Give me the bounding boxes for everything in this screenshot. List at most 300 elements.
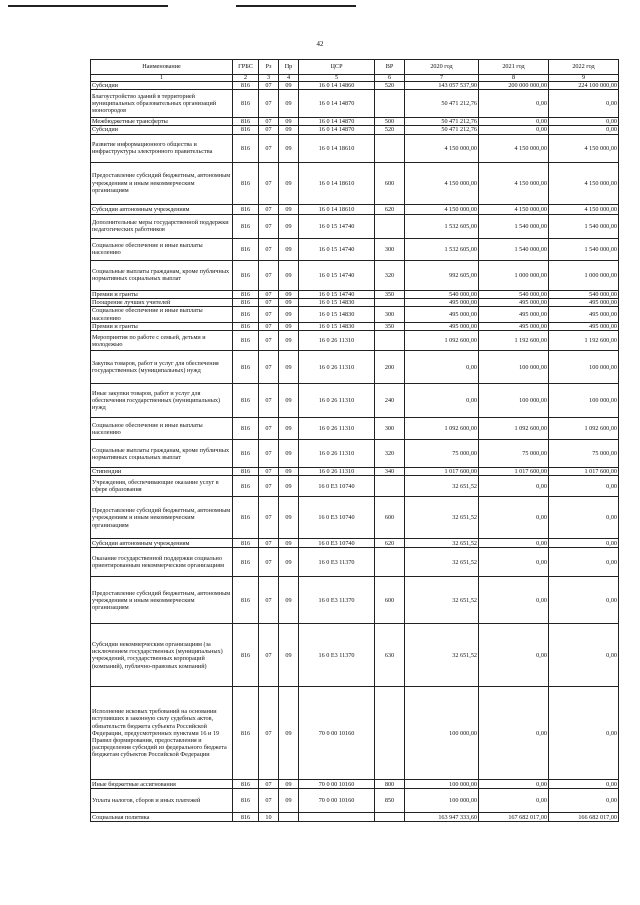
cell-vr: 600: [375, 577, 405, 624]
cell-csr: 16 0 26 11310: [299, 440, 375, 468]
cell-grbs: 816: [233, 813, 259, 822]
cell-y2021: 495 000,00: [479, 298, 549, 306]
cell-vr: 300: [375, 307, 405, 323]
cell-csr: 16 0 E3 10740: [299, 497, 375, 539]
cell-y2022: 0,00: [549, 118, 619, 126]
cell-y2022: 0,00: [549, 780, 619, 789]
table-row: [91, 214, 619, 238]
cell-y2021: 1 017 600,00: [479, 468, 549, 476]
scan-line: [236, 5, 356, 7]
cell-csr: 16 0 E3 10740: [299, 476, 375, 497]
cell-y2020: 1 092 600,00: [405, 418, 479, 440]
cell-vr: [375, 476, 405, 497]
cell-pr: 09: [279, 298, 299, 306]
cell-y2021: 495 000,00: [479, 307, 549, 323]
cell-rz: 07: [259, 118, 279, 126]
cell-name: Оказание государственной поддержки социально ориентированным некоммерческим организациям: [91, 548, 233, 577]
column-number: 1: [91, 75, 233, 82]
cell-csr: 16 0 14 14870: [299, 118, 375, 126]
cell-name: Социальное обеспечение и иные выплаты населению: [91, 418, 233, 440]
cell-vr: [375, 90, 405, 118]
cell-grbs: 816: [233, 687, 259, 780]
cell-rz: 07: [259, 440, 279, 468]
cell-csr: 16 0 E3 10740: [299, 539, 375, 548]
cell-y2020: 32 651,52: [405, 548, 479, 577]
cell-grbs: 816: [233, 539, 259, 548]
cell-pr: 09: [279, 548, 299, 577]
table-row: [91, 126, 619, 134]
cell-vr: 200: [375, 351, 405, 384]
cell-grbs: 816: [233, 290, 259, 298]
cell-y2021: 200 000 000,00: [479, 82, 549, 90]
cell-vr: [375, 687, 405, 780]
cell-rz: 07: [259, 290, 279, 298]
table-row: [91, 789, 619, 813]
header-row: [91, 60, 619, 75]
cell-vr: [375, 214, 405, 238]
table-row: [91, 323, 619, 331]
cell-pr: 09: [279, 331, 299, 351]
cell-y2021: 0,00: [479, 539, 549, 548]
cell-y2021: 0,00: [479, 789, 549, 813]
cell-y2020: 32 651,52: [405, 476, 479, 497]
cell-name: Дополнительные меры государственной поддержки педагогических работников: [91, 214, 233, 238]
col-header-2022: 2022 год: [549, 60, 619, 75]
cell-grbs: 816: [233, 90, 259, 118]
cell-vr: 600: [375, 162, 405, 204]
cell-name: Стипендии: [91, 468, 233, 476]
cell-y2022: 0,00: [549, 577, 619, 624]
cell-csr: 16 0 15 14740: [299, 214, 375, 238]
cell-rz: 07: [259, 126, 279, 134]
column-number-row: [91, 75, 619, 82]
cell-pr: 09: [279, 162, 299, 204]
cell-y2020: 4 150 000,00: [405, 162, 479, 204]
cell-pr: 09: [279, 780, 299, 789]
cell-y2020: 0,00: [405, 384, 479, 418]
column-number: 6: [375, 75, 405, 82]
cell-rz: 07: [259, 548, 279, 577]
cell-vr: 600: [375, 497, 405, 539]
cell-rz: 07: [259, 260, 279, 290]
cell-csr: 70 0 00 10160: [299, 780, 375, 789]
column-number: 5: [299, 75, 375, 82]
cell-y2021: 0,00: [479, 624, 549, 687]
table-row: [91, 351, 619, 384]
cell-csr: 16 0 14 14870: [299, 90, 375, 118]
cell-y2021: 0,00: [479, 687, 549, 780]
cell-name: Субсидии: [91, 126, 233, 134]
cell-y2022: 1 092 600,00: [549, 418, 619, 440]
cell-y2020: 1 532 605,00: [405, 238, 479, 260]
cell-name: Уплата налогов, сборов и иных платежей: [91, 789, 233, 813]
cell-grbs: 816: [233, 789, 259, 813]
column-number: 9: [549, 75, 619, 82]
table-row: [91, 780, 619, 789]
cell-pr: 09: [279, 204, 299, 214]
cell-rz: 07: [259, 323, 279, 331]
cell-pr: 09: [279, 90, 299, 118]
cell-csr: 70 0 00 10160: [299, 789, 375, 813]
cell-y2020: 75 000,00: [405, 440, 479, 468]
column-number: 2: [233, 75, 259, 82]
cell-y2022: 0,00: [549, 539, 619, 548]
cell-y2022: 1 540 000,00: [549, 214, 619, 238]
table-row: [91, 118, 619, 126]
cell-rz: 07: [259, 214, 279, 238]
table-row: [91, 384, 619, 418]
cell-name: Исполнение исковых требований на основании вступивших в законную силу судебных актов, обязательств бюджета субъекта Российской Федерации, предусмотренных пунктами 16 и 19 Правил формирования, предоставления и распределения субсидий из федерального бюджета бюджетам субъектов Российской Федерации: [91, 687, 233, 780]
table-row: [91, 90, 619, 118]
cell-y2020: 4 150 000,00: [405, 134, 479, 162]
cell-grbs: 816: [233, 384, 259, 418]
cell-y2021: 4 150 000,00: [479, 204, 549, 214]
cell-y2020: 143 057 537,90: [405, 82, 479, 90]
cell-y2021: 1 540 000,00: [479, 238, 549, 260]
cell-grbs: 816: [233, 351, 259, 384]
cell-grbs: 816: [233, 577, 259, 624]
cell-grbs: 816: [233, 624, 259, 687]
cell-vr: 320: [375, 260, 405, 290]
column-number: 7: [405, 75, 479, 82]
cell-y2022: 1 000 000,00: [549, 260, 619, 290]
cell-grbs: 816: [233, 497, 259, 539]
cell-grbs: 816: [233, 298, 259, 306]
cell-y2022: 495 000,00: [549, 298, 619, 306]
cell-pr: 09: [279, 307, 299, 323]
cell-pr: 09: [279, 126, 299, 134]
cell-grbs: 816: [233, 307, 259, 323]
cell-rz: 07: [259, 331, 279, 351]
cell-rz: 07: [259, 238, 279, 260]
cell-vr: 620: [375, 204, 405, 214]
cell-name: Поощрение лучших учителей: [91, 298, 233, 306]
cell-y2020: 50 471 212,76: [405, 118, 479, 126]
cell-csr: 16 0 15 14740: [299, 238, 375, 260]
cell-pr: 09: [279, 118, 299, 126]
cell-pr: 09: [279, 290, 299, 298]
budget-table: [90, 59, 619, 822]
cell-vr: [375, 813, 405, 822]
cell-y2022: 166 682 017,00: [549, 813, 619, 822]
cell-grbs: 816: [233, 214, 259, 238]
table-row: [91, 82, 619, 90]
cell-vr: [375, 548, 405, 577]
cell-y2022: 1 540 000,00: [549, 238, 619, 260]
cell-rz: 07: [259, 134, 279, 162]
cell-pr: 09: [279, 214, 299, 238]
cell-y2020: 32 651,52: [405, 539, 479, 548]
cell-y2021: 495 000,00: [479, 323, 549, 331]
cell-vr: 350: [375, 323, 405, 331]
cell-csr: 16 0 14 18610: [299, 134, 375, 162]
cell-rz: 07: [259, 539, 279, 548]
cell-csr: 16 0 15 14740: [299, 290, 375, 298]
cell-pr: 09: [279, 539, 299, 548]
cell-y2021: 0,00: [479, 780, 549, 789]
cell-csr: 70 0 00 10160: [299, 687, 375, 780]
cell-y2022: 0,00: [549, 126, 619, 134]
col-header-vr: ВР: [375, 60, 405, 75]
cell-rz: 07: [259, 298, 279, 306]
cell-y2020: 495 000,00: [405, 307, 479, 323]
cell-y2020: 100 000,00: [405, 687, 479, 780]
cell-y2021: 167 682 017,00: [479, 813, 549, 822]
cell-grbs: 816: [233, 162, 259, 204]
cell-pr: 09: [279, 440, 299, 468]
cell-grbs: 816: [233, 260, 259, 290]
cell-grbs: 816: [233, 780, 259, 789]
cell-grbs: 816: [233, 82, 259, 90]
col-header-pr: Пр: [279, 60, 299, 75]
column-number: 3: [259, 75, 279, 82]
cell-csr: 16 0 15 14830: [299, 298, 375, 306]
col-header-csr: ЦСР: [299, 60, 375, 75]
cell-y2022: 1 192 600,00: [549, 331, 619, 351]
cell-y2020: 992 605,00: [405, 260, 479, 290]
cell-vr: 520: [375, 126, 405, 134]
cell-y2020: 4 150 000,00: [405, 204, 479, 214]
cell-name: Социальное обеспечение и иные выплаты населению: [91, 238, 233, 260]
cell-rz: 07: [259, 789, 279, 813]
cell-y2022: 4 150 000,00: [549, 162, 619, 204]
cell-pr: 09: [279, 323, 299, 331]
cell-name: Предоставление субсидий бюджетным, автономным учреждениям и иным некоммерческим организациям: [91, 577, 233, 624]
cell-grbs: 816: [233, 418, 259, 440]
cell-vr: 350: [375, 290, 405, 298]
cell-y2020: 50 471 212,76: [405, 90, 479, 118]
cell-pr: 09: [279, 468, 299, 476]
cell-grbs: 816: [233, 134, 259, 162]
col-header-grbs: ГРБС: [233, 60, 259, 75]
cell-grbs: 816: [233, 331, 259, 351]
cell-rz: 07: [259, 162, 279, 204]
cell-y2021: 1 000 000,00: [479, 260, 549, 290]
cell-y2022: 0,00: [549, 789, 619, 813]
cell-y2020: 540 000,00: [405, 290, 479, 298]
table-row: [91, 238, 619, 260]
cell-csr: 16 0 15 14740: [299, 260, 375, 290]
table-row: [91, 813, 619, 822]
cell-name: Учреждения, обеспечивающие оказание услуг в сфере образования: [91, 476, 233, 497]
cell-y2022: 4 150 000,00: [549, 204, 619, 214]
cell-name: Иные бюджетные ассигнования: [91, 780, 233, 789]
cell-pr: 09: [279, 82, 299, 90]
cell-csr: 16 0 E3 11370: [299, 624, 375, 687]
cell-y2021: 0,00: [479, 90, 549, 118]
cell-y2021: 75 000,00: [479, 440, 549, 468]
cell-y2021: 1 540 000,00: [479, 214, 549, 238]
cell-grbs: 816: [233, 238, 259, 260]
cell-name: Субсидии: [91, 82, 233, 90]
cell-vr: [375, 298, 405, 306]
cell-y2022: 0,00: [549, 687, 619, 780]
cell-y2022: 100 000,00: [549, 351, 619, 384]
cell-csr: 16 0 14 14860: [299, 82, 375, 90]
cell-csr: 16 0 14 14870: [299, 126, 375, 134]
cell-pr: 09: [279, 260, 299, 290]
cell-rz: 07: [259, 780, 279, 789]
cell-grbs: 816: [233, 440, 259, 468]
cell-csr: 16 0 E3 11370: [299, 548, 375, 577]
cell-pr: 09: [279, 384, 299, 418]
col-header-2021: 2021 год: [479, 60, 549, 75]
cell-y2021: 4 150 000,00: [479, 134, 549, 162]
cell-name: Субсидии некоммерческим организациям (за исключением государственных (муниципальных) учреждений, государственных корпораций (компаний), публично-правовых компаний): [91, 624, 233, 687]
cell-y2022: 0,00: [549, 90, 619, 118]
table-row: [91, 290, 619, 298]
cell-y2020: 100 000,00: [405, 789, 479, 813]
cell-vr: 630: [375, 624, 405, 687]
cell-name: Премии и гранты: [91, 323, 233, 331]
table-row: [91, 298, 619, 306]
cell-vr: 300: [375, 418, 405, 440]
cell-csr: 16 0 26 11310: [299, 468, 375, 476]
cell-grbs: 816: [233, 204, 259, 214]
cell-name: Развитие информационного общества и инфраструктуры электронного правительства: [91, 134, 233, 162]
cell-y2021: 0,00: [479, 118, 549, 126]
cell-name: Мероприятия по работе с семьей, детьми и молодежью: [91, 331, 233, 351]
cell-y2022: 0,00: [549, 476, 619, 497]
cell-y2022: 495 000,00: [549, 307, 619, 323]
cell-csr: 16 0 26 11310: [299, 384, 375, 418]
cell-y2021: 4 150 000,00: [479, 162, 549, 204]
table-row: [91, 260, 619, 290]
col-header-2020: 2020 год: [405, 60, 479, 75]
col-header-name: Наименование: [91, 60, 233, 75]
cell-grbs: 816: [233, 548, 259, 577]
cell-rz: 07: [259, 307, 279, 323]
cell-y2022: 75 000,00: [549, 440, 619, 468]
cell-csr: 16 0 26 11310: [299, 418, 375, 440]
table-row: [91, 418, 619, 440]
cell-y2022: 0,00: [549, 624, 619, 687]
table-row: [91, 476, 619, 497]
cell-rz: 07: [259, 468, 279, 476]
cell-y2020: 32 651,52: [405, 624, 479, 687]
cell-y2021: 0,00: [479, 497, 549, 539]
cell-y2020: 495 000,00: [405, 298, 479, 306]
cell-name: Премии и гранты: [91, 290, 233, 298]
cell-name: Предоставление субсидий бюджетным, автономным учреждениям и иным некоммерческим организациям: [91, 162, 233, 204]
table-row: [91, 204, 619, 214]
cell-y2021: 0,00: [479, 548, 549, 577]
cell-csr: 16 0 26 11310: [299, 331, 375, 351]
cell-csr: [299, 813, 375, 822]
cell-y2021: 100 000,00: [479, 384, 549, 418]
cell-rz: 07: [259, 90, 279, 118]
table-row: [91, 134, 619, 162]
cell-grbs: 816: [233, 118, 259, 126]
cell-y2020: 0,00: [405, 351, 479, 384]
cell-pr: 09: [279, 238, 299, 260]
cell-name: Социальные выплаты гражданам, кроме публичных нормативных социальных выплат: [91, 440, 233, 468]
cell-pr: 09: [279, 687, 299, 780]
cell-csr: 16 0 14 18610: [299, 204, 375, 214]
cell-y2022: 495 000,00: [549, 323, 619, 331]
cell-y2020: 1 092 600,00: [405, 331, 479, 351]
cell-y2022: 540 000,00: [549, 290, 619, 298]
column-number: 4: [279, 75, 299, 82]
table-row: [91, 307, 619, 323]
cell-csr: 16 0 14 18610: [299, 162, 375, 204]
cell-rz: 07: [259, 82, 279, 90]
cell-rz: 07: [259, 476, 279, 497]
cell-pr: 09: [279, 624, 299, 687]
cell-y2022: 224 100 000,00: [549, 82, 619, 90]
cell-name: Межбюджетные трансферты: [91, 118, 233, 126]
cell-vr: 800: [375, 780, 405, 789]
column-number: 8: [479, 75, 549, 82]
cell-rz: 07: [259, 624, 279, 687]
cell-y2021: 0,00: [479, 577, 549, 624]
cell-rz: 07: [259, 351, 279, 384]
cell-y2021: 0,00: [479, 126, 549, 134]
cell-rz: 07: [259, 687, 279, 780]
cell-csr: 16 0 26 11310: [299, 351, 375, 384]
cell-y2021: 1 092 600,00: [479, 418, 549, 440]
table-row: [91, 539, 619, 548]
cell-name: Предоставление субсидий бюджетным, автономным учреждениям и иным некоммерческим организациям: [91, 497, 233, 539]
cell-y2020: 163 947 333,60: [405, 813, 479, 822]
cell-name: Социальные выплаты гражданам, кроме публичных нормативных социальных выплат: [91, 260, 233, 290]
cell-vr: [375, 134, 405, 162]
cell-pr: 09: [279, 789, 299, 813]
cell-grbs: 816: [233, 476, 259, 497]
scan-line: [8, 5, 168, 7]
cell-grbs: 816: [233, 126, 259, 134]
cell-name: Социальное обеспечение и иные выплаты населению: [91, 307, 233, 323]
cell-vr: 620: [375, 539, 405, 548]
cell-y2021: 100 000,00: [479, 351, 549, 384]
table-row: [91, 624, 619, 687]
cell-pr: [279, 813, 299, 822]
cell-y2020: 50 471 212,76: [405, 126, 479, 134]
table-row: [91, 687, 619, 780]
col-header-rz: Рз: [259, 60, 279, 75]
table-row: [91, 468, 619, 476]
cell-vr: 240: [375, 384, 405, 418]
cell-y2022: 1 017 600,00: [549, 468, 619, 476]
cell-name: Субсидии автономным учреждениям: [91, 204, 233, 214]
cell-vr: 520: [375, 82, 405, 90]
cell-y2020: 32 651,52: [405, 577, 479, 624]
cell-y2022: 100 000,00: [549, 384, 619, 418]
cell-rz: 07: [259, 204, 279, 214]
cell-grbs: 816: [233, 468, 259, 476]
cell-vr: [375, 331, 405, 351]
cell-y2022: 0,00: [549, 497, 619, 539]
cell-vr: 500: [375, 118, 405, 126]
cell-csr: 16 0 15 14830: [299, 307, 375, 323]
cell-y2020: 495 000,00: [405, 323, 479, 331]
table-row: [91, 577, 619, 624]
cell-rz: 07: [259, 384, 279, 418]
cell-rz: 07: [259, 497, 279, 539]
cell-y2020: 32 651,52: [405, 497, 479, 539]
cell-name: Благоустройство зданий в территорией муниципальных образовательных организаций моногородов: [91, 90, 233, 118]
cell-y2021: 540 000,00: [479, 290, 549, 298]
table-row: [91, 162, 619, 204]
cell-pr: 09: [279, 351, 299, 384]
cell-y2020: 100 000,00: [405, 780, 479, 789]
cell-name: Закупка товаров, работ и услуг для обеспечения государственных (муниципальных) нужд: [91, 351, 233, 384]
cell-name: Социальная политика: [91, 813, 233, 822]
top-scan-mark: [0, 0, 640, 12]
cell-y2022: 4 150 000,00: [549, 134, 619, 162]
cell-y2021: 1 192 600,00: [479, 331, 549, 351]
cell-y2021: 0,00: [479, 476, 549, 497]
